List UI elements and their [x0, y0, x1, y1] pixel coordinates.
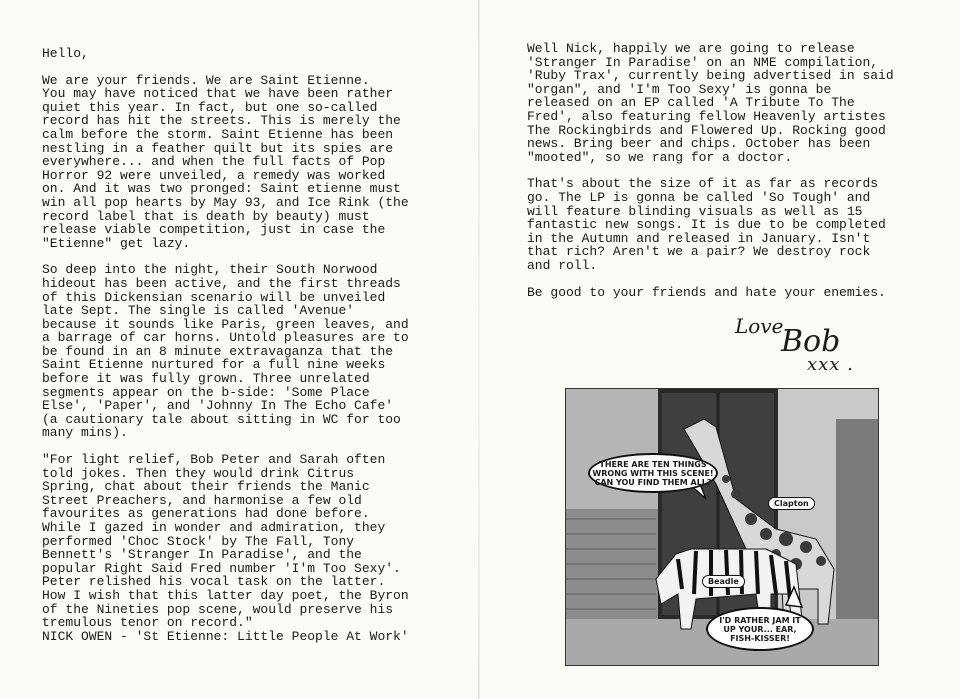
signature [735, 314, 885, 380]
label-zebra: Beadle [702, 575, 745, 588]
signature-kisses: xxx . [807, 354, 854, 375]
speech-bubble-top: THERE ARE TEN THINGS WRONG WITH THIS SCENE! CAN YOU FIND THEM ALL? [588, 453, 718, 493]
signature-name: Bob [781, 324, 841, 359]
paragraph-closing: Be good to your friends and hate your enemies. [527, 284, 886, 300]
paragraph-quote: "For light relief, Bob Peter and Sarah often told jokes. Then they would drink Citrus Spring, chat about their friends the Manic Street Preachers, and harmonise a few old favourites as generations had done before. While I gazed in wonder and admiration, they performed 'Choc Stock' by The Fall, Tony Bennett's 'Stranger In Paradise', and the popular Right Said Fred number 'I'm Too Sexy'. Peter relished his vocal task on the latter. How I wish that this latter day poet, the Byron of the Nineties pop scene, would preserve his tremulous tenor on record." NICK OWEN - 'St Etienne: Little People At Work' [42, 452, 409, 644]
signature-love: Love [735, 314, 784, 338]
paragraph-intro: We are your friends. We are Saint Etienne. You may have noticed that we have been rather quiet this year. In fact, but one so-called record has hit the streets. This is merely the calm before the storm. Saint Etienne has been nestling in a feather quilt but its spies are everywhere... and when the full facts of Pop Horror 92 were unveiled, a remedy was worked on. And it was two pronged: Saint etienne must win all pop hearts by May 93, and Ice Rink (the record label that is death by beauty) must release viable competition, just in case the "Etienne" get lazy. [42, 72, 409, 251]
paragraph-avenue: So deep into the night, their South Norwood hideout has been active, and the first threads of this Dickensian scenario will be unveiled late Sept. The single is called 'Avenue' because it sounds like Paris, green leaves, and a barrage of car horns. Untold pleasures are to be found in an 8 minute extravaganza that the Saint Etienne nurtured for a full nine weeks before it was fully grown. Three unrelated segments appear on the b-side: 'Some Place Else', 'Paper', and 'Johnny In The Echo Cafe' (a cautionary tale about sitting in WC for too many mins). [42, 262, 409, 441]
paragraph-lp: That's about the size of it as far as records go. The LP is gonna be called 'So Tough' and will feature blinding visuals as well as 15 fantastic new songs. It is due to be completed in the Autumn and released in January. Isn't that rich? Aren't we a pair? We destroy rock and roll. [527, 176, 886, 273]
left-column [42, 47, 462, 656]
label-giraffe: Clapton [768, 497, 815, 510]
right-column [527, 42, 922, 312]
paragraph-releases: Well Nick, happily we are going to release 'Stranger In Paradise' on an NME compilation, 'Ruby Trax', currently being advertised in said "organ", and 'I'm Too Sexy' is gonna be released on an EP called 'A Tribute To The Fred', also featuring fellow Heavenly artistes The Rockingbirds and Flowered Up. Rocking good news. Bring beer and chips. October has been "mooted", so we rang for a doctor. [527, 41, 894, 165]
greeting: Hello, [42, 46, 89, 61]
zoo-photo [565, 388, 879, 666]
page-fold [478, 0, 480, 699]
speech-bubble-bottom: I'D RATHER JAM IT UP YOUR... EAR, FISH-KISSER! [706, 607, 814, 651]
